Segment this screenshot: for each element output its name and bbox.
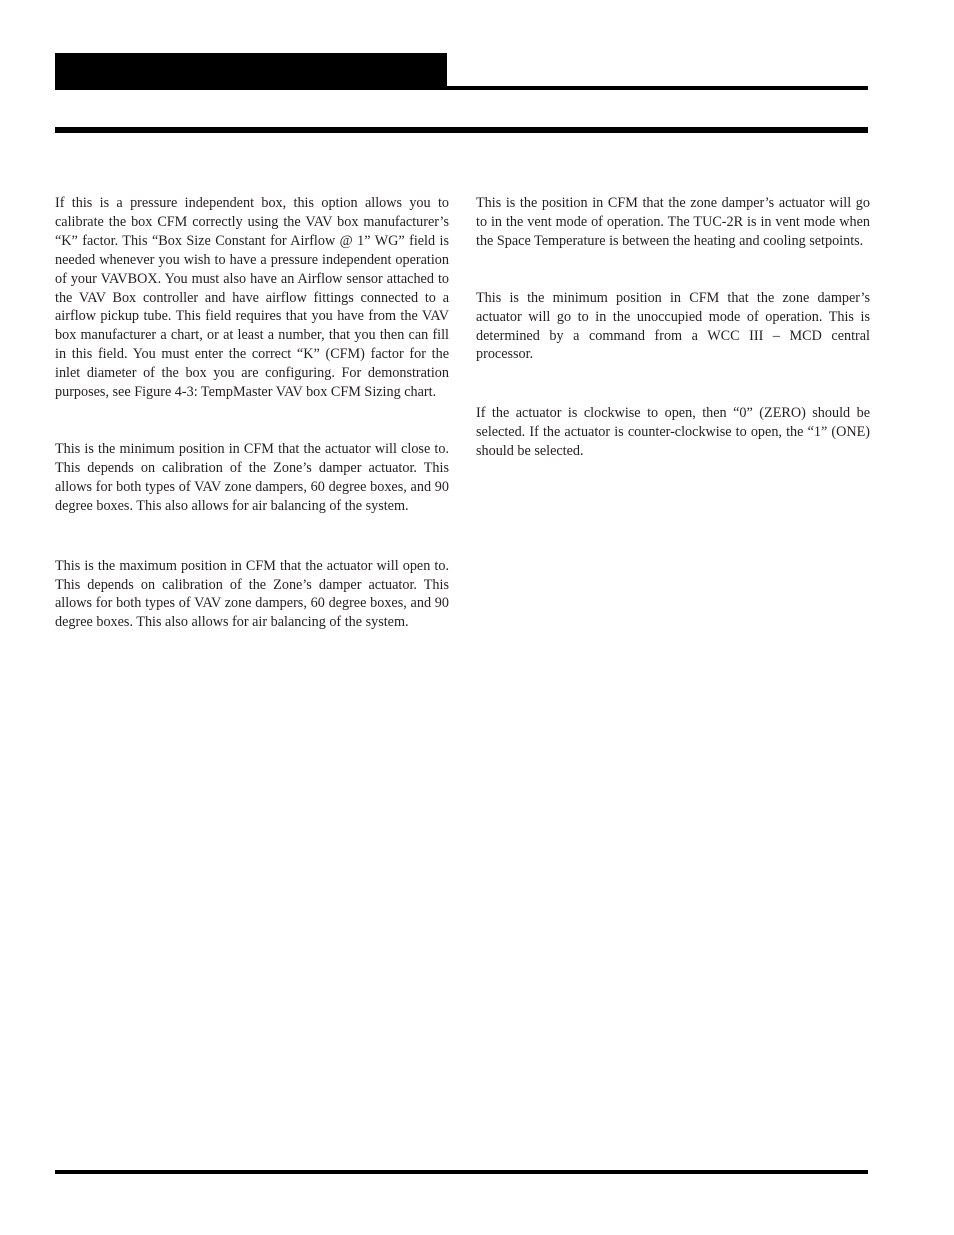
minimum-cfm-description: This is the minimum position in CFM that the actuator will close to. This depends on calibration of the Zone’s damper actuator. This allows for both types of VAV zone dampers, 60 degree boxes, and 90 degree boxes. This also allows for air balancing of the system. [55, 440, 449, 514]
header-tab [55, 53, 447, 87]
right-column [476, 194, 870, 461]
maximum-cfm-description: This is the maximum position in CFM that the actuator will open to. This depends on calibration of the Zone’s damper actuator. This allows for both types of VAV zone dampers, 60 degree boxes, and 90 degree boxes. This also allows for air balancing of the system. [55, 557, 449, 631]
actuator-direction-description: If the actuator is clockwise to open, then “0” (ZERO) should be selected. If the actuator is counter-clockwise to open, the “1” (ONE) should be selected. [476, 405, 870, 460]
unoccupied-cfm-description: This is the minimum position in CFM that the zone damper’s actuator will go to in the unoccupied mode of operation. This is determined by a command from a WCC III – MCD central processor. [476, 289, 870, 363]
left-column [55, 194, 449, 632]
vent-mode-cfm-description: This is the position in CFM that the zone damper’s actuator will go to in the vent mode of operation. The TUC-2R is in vent mode when the Space Temperature is between the heating and cooling setpoints. [476, 195, 870, 249]
footer-rule [55, 1170, 868, 1174]
header-rule [55, 86, 868, 90]
box-size-constant-description: If this is a pressure independent box, this option allows you to calibrate the box CFM correctly using the VAV box manufacturer’s “K” factor. This “Box Size Constant for Airflow @ 1” WG” field is needed whenever you wish to have a pressure independent operation of your VAVBOX. You must also have an Airflow sensor attached to the VAV Box controller and have airflow fittings connected to a airflow pickup tube. This field requires that you have from the VAV box manufacturer a chart, or at least a number, that you then can fill in this field. You must enter the correct “K” (CFM) factor for the inlet diameter of the box you are configuring. For demonstration purposes, see Figure 4-3: TempMaster VAV box CFM Sizing chart. [55, 195, 449, 401]
section-rule [55, 127, 868, 133]
